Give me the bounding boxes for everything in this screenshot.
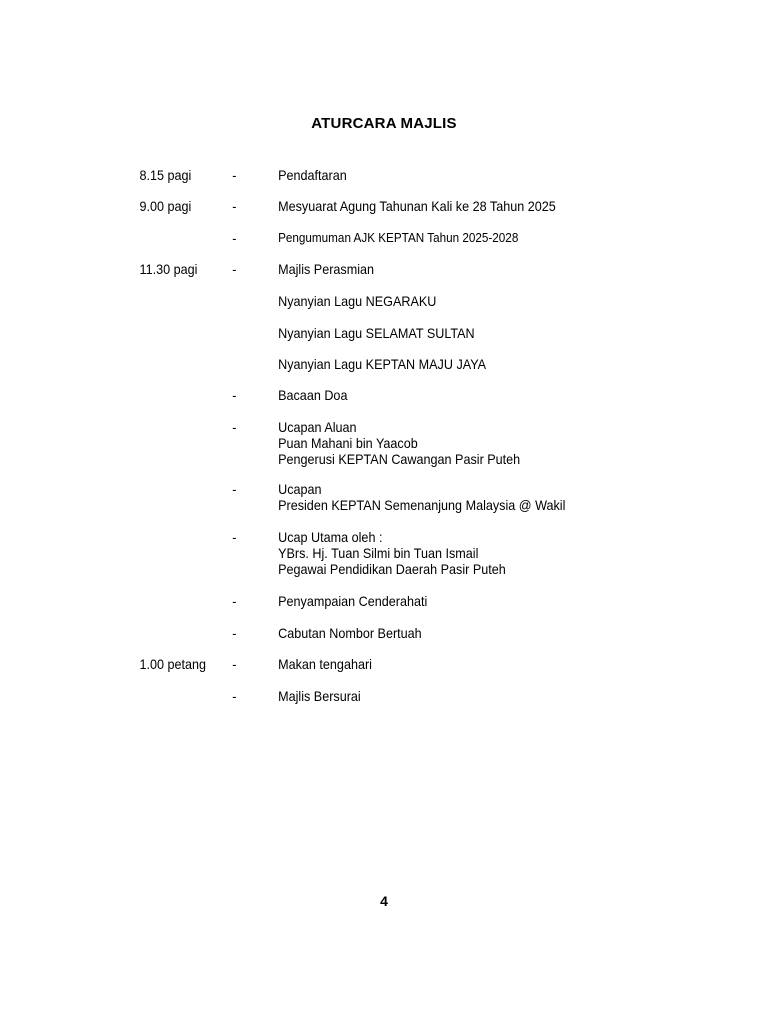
schedule-item-line: Nyanyian Lagu KEPTAN MAJU JAYA — [278, 356, 487, 372]
schedule-item — [278, 230, 518, 246]
schedule-item-line: Pengumuman AJK KEPTAN Tahun 2025-2028 — [278, 230, 519, 245]
schedule-item — [278, 356, 486, 372]
schedule-dash: - — [232, 529, 237, 545]
schedule-item-line: Pendaftaran — [278, 167, 347, 183]
schedule-item-line: Ucapan Aluan — [278, 419, 357, 435]
schedule-dash: - — [232, 261, 237, 277]
schedule-dash: - — [232, 419, 237, 435]
schedule-dash: - — [232, 230, 237, 246]
schedule-item — [278, 593, 427, 609]
schedule-item-line: Pengerusi KEPTAN Cawangan Pasir Puteh — [278, 451, 521, 467]
schedule-item — [278, 481, 565, 513]
schedule-item-line: Puan Mahani bin Yaacob — [278, 435, 418, 451]
schedule-item-line: Nyanyian Lagu NEGARAKU — [278, 293, 437, 309]
schedule-item — [278, 529, 506, 577]
schedule-item — [278, 325, 475, 341]
schedule-item-line: Majlis Perasmian — [278, 261, 375, 277]
schedule-dash: - — [232, 167, 237, 183]
schedule-time: 11.30 pagi — [139, 261, 198, 277]
schedule-item-line: Ucap Utama oleh : — [278, 529, 383, 545]
schedule-item-line: Nyanyian Lagu SELAMAT SULTAN — [278, 325, 475, 341]
schedule-item-line: Pegawai Pendidikan Daerah Pasir Puteh — [278, 561, 506, 577]
schedule-item-line: Majlis Bersurai — [278, 688, 361, 704]
document-title: ATURCARA MAJLIS — [311, 115, 457, 132]
schedule-item — [278, 625, 422, 641]
schedule-time: 9.00 pagi — [139, 198, 192, 214]
schedule-time: 1.00 petang — [139, 656, 207, 672]
schedule-item — [278, 198, 556, 214]
schedule-item-line: Cabutan Nombor Bertuah — [278, 625, 422, 641]
schedule-item-line: Penyampaian Cenderahati — [278, 593, 428, 609]
schedule-dash: - — [232, 593, 237, 609]
schedule-dash: - — [232, 387, 237, 403]
schedule-dash: - — [232, 481, 237, 497]
schedule-dash: - — [232, 625, 237, 641]
schedule-item-line: Ucapan — [278, 481, 322, 497]
schedule-dash: - — [232, 688, 237, 704]
schedule-dash: - — [232, 656, 237, 672]
page-number: 4 — [380, 893, 388, 909]
schedule-item-line: Bacaan Doa — [278, 387, 348, 403]
schedule-item — [278, 387, 347, 403]
schedule-item — [278, 293, 436, 309]
schedule-item — [278, 167, 347, 183]
schedule-item — [278, 419, 520, 467]
schedule-item-line: Presiden KEPTAN Semenanjung Malaysia @ Wakil — [278, 497, 566, 513]
schedule-item-line: Mesyuarat Agung Tahunan Kali ke 28 Tahun 2025 — [278, 198, 556, 214]
schedule-item — [278, 656, 372, 672]
schedule-item-line: YBrs. Hj. Tuan Silmi bin Tuan Ismail — [278, 545, 479, 561]
schedule-item-line: Makan tengahari — [278, 656, 372, 672]
schedule-time: 8.15 pagi — [139, 167, 192, 183]
schedule-item — [278, 261, 374, 277]
schedule-dash: - — [232, 198, 237, 214]
schedule-item — [278, 688, 361, 704]
